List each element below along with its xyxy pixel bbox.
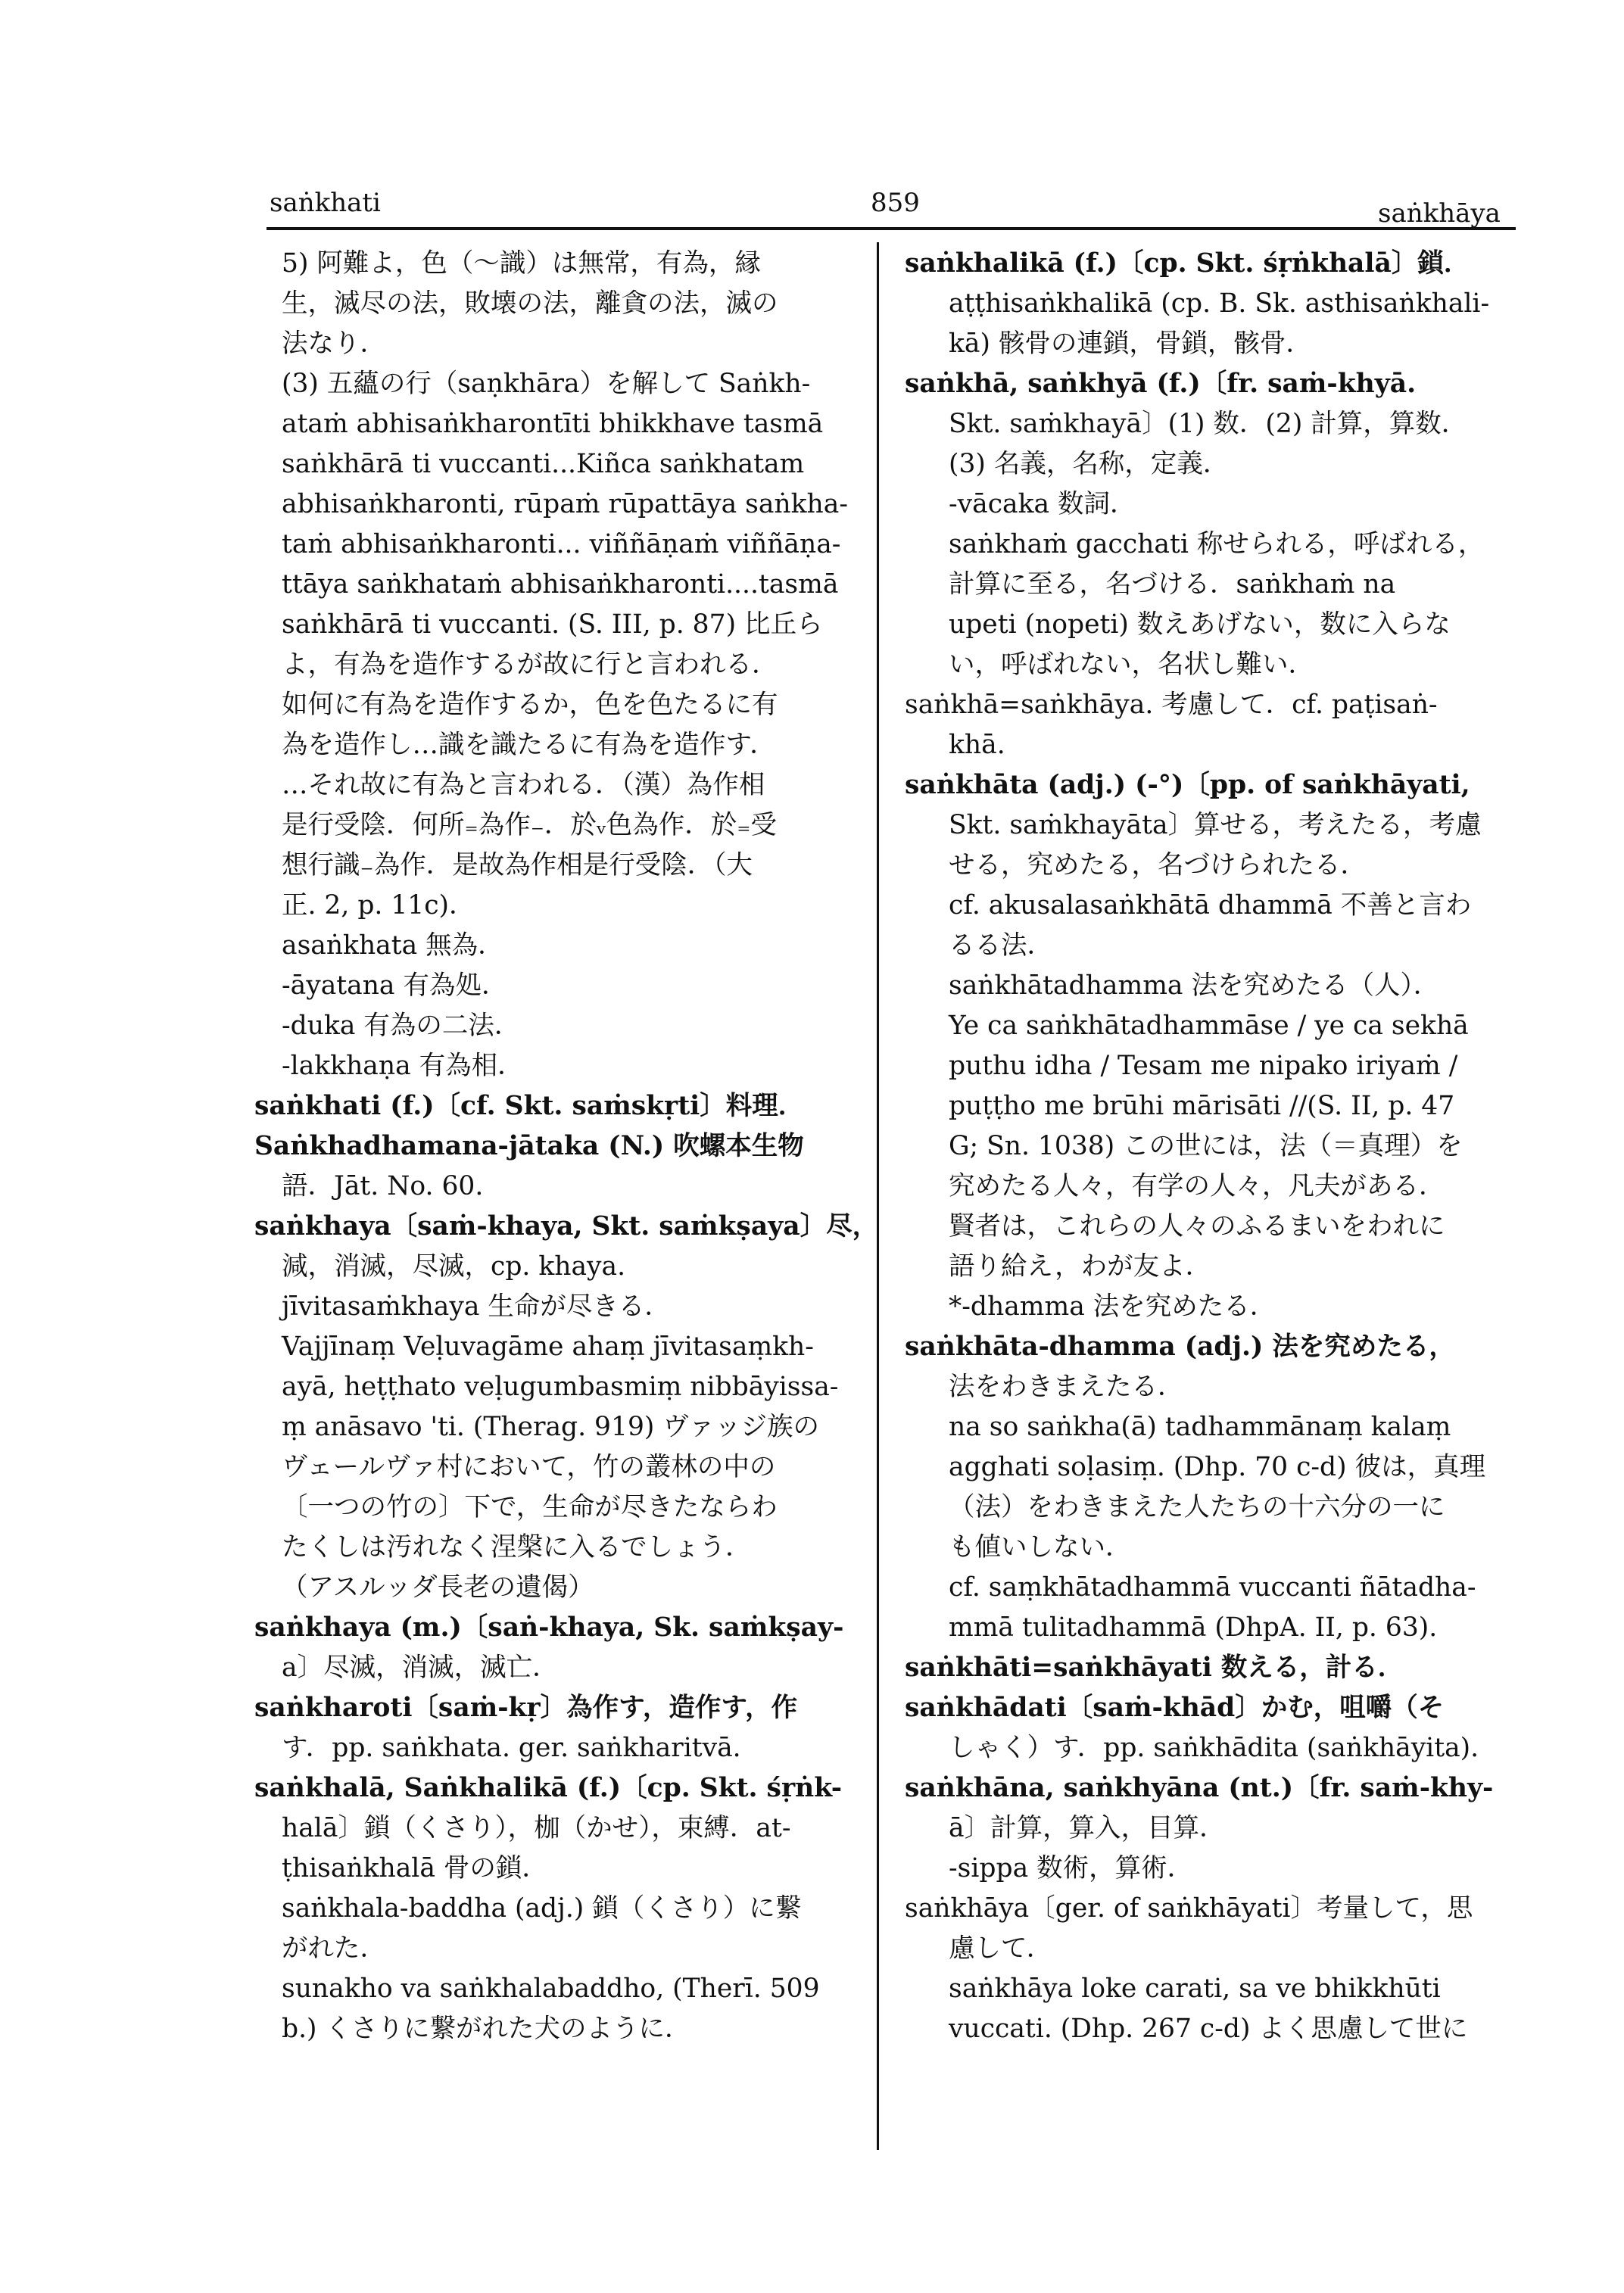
- entry-text-line: （法）をわきまえた人たちの十六分の一に: [949, 1492, 1445, 1522]
- entry-text-line: 語．Jāt. No. 60.: [282, 1171, 484, 1201]
- entry-text-line: saṅkhārā ti vuccanti. (S. III, p. 87) 比丘ら: [282, 609, 823, 640]
- entry-text-line: saṅkhātadhamma 法を究めたる（人）．: [949, 970, 1440, 1001]
- entry-text-line: saṅkhaṁ gacchati 称せられる，呼ばれる，: [949, 529, 1485, 559]
- entry-text-line: 法なり．: [282, 329, 386, 359]
- entry-headword-line: saṅkhaya〔saṁ-khaya, Skt. saṁkṣaya〕尽，: [254, 1211, 879, 1242]
- entry-text-line: taṁ abhisaṅkharonti... viññāṇaṁ viññāṇa-: [282, 529, 841, 559]
- entry-text-line: 是行受陰．何所₌為作₋．於ᵥ色為作．於₌受: [282, 810, 777, 840]
- entry-text-line: sunakho va saṅkhalabaddho, (Therī. 509: [282, 1974, 820, 2004]
- entry-headword-line: saṅkhaya (m.)〔saṅ-khaya, Sk. saṁkṣay-: [254, 1612, 844, 1643]
- entry-text-line: jīvitasaṁkhaya 生命が尽きる．: [282, 1291, 671, 1322]
- entry-text-line: ṃ anāsavo 'ti. (Therag. 919) ヴァッジ族の: [282, 1412, 819, 1442]
- entry-text-line: na so saṅkha(ā) tadhammānaṃ kalaṃ: [949, 1412, 1451, 1442]
- entry-text-line: puṭṭho me brūhi mārisāti //(S. II, p. 47: [949, 1091, 1455, 1121]
- entry-text-line: asaṅkhata 無為．: [282, 930, 504, 961]
- entry-text-line: 為を造作し…識を識たるに有為を造作す．: [282, 730, 776, 760]
- entry-text-line: cf. akusalasaṅkhātā dhammā 不善と言わ: [949, 890, 1472, 921]
- entry-headword-line: saṅkhalikā (f.)〔cp. Skt. śṛṅkhalā〕鎖．: [905, 248, 1470, 279]
- entry-text-line: saṅkhārā ti vuccanti...Kiñca saṅkhatam: [282, 449, 805, 479]
- entry-text-line: 賢者は，これらの人々のふるまいをわれに: [949, 1211, 1445, 1242]
- running-head-left: saṅkhati: [270, 188, 381, 218]
- header-rule: [267, 227, 1516, 230]
- entry-text-line: せる，究めたる，名づけられたる．: [949, 850, 1367, 880]
- entry-text-line: saṅkhāya loke carati, sa ve bhikkhūti: [949, 1974, 1441, 2004]
- entry-text-line: -duka 有為の二法．: [282, 1011, 521, 1041]
- entry-text-line: khā.: [949, 730, 1005, 760]
- entry-text-line: kā) 骸骨の連鎖，骨鎖，骸骨．: [949, 329, 1312, 359]
- entry-text-line: しゃく）す．pp. saṅkhādita (saṅkhāyita).: [949, 1733, 1479, 1763]
- entry-text-line: Skt. saṁkhayāta〕算せる，考えたる，考慮: [949, 810, 1482, 840]
- entry-text-line: …それ故に有為と言われる．（漢）為作相: [282, 770, 765, 800]
- entry-text-line: G; Sn. 1038) この世には，法（＝真理）を: [949, 1131, 1463, 1161]
- entry-headword-line: Saṅkhadhamana-jātaka (N.) 吹螺本生物: [254, 1131, 804, 1161]
- entry-headword-line: saṅkhāti=saṅkhāyati 数える，計る．: [905, 1653, 1404, 1683]
- entry-headword-line: saṅkhāta (adj.) (-°)〔pp. of saṅkhāyati,: [905, 770, 1470, 800]
- entry-text-line: （アスルッダ長老の遺偈）: [282, 1572, 594, 1603]
- entry-text-line: 正. 2, p. 11c)．: [282, 890, 475, 921]
- entry-text-line: aṭṭhisaṅkhalikā (cp. B. Sk. asthisaṅkhali-: [949, 288, 1490, 319]
- running-head-right: saṅkhāya: [1378, 198, 1501, 229]
- entry-text-line: がれた．: [282, 1933, 386, 1964]
- entry-text-line: vuccati. (Dhp. 267 c-d) よく思慮して世に: [949, 2014, 1468, 2044]
- entry-text-line: 慮して．: [949, 1933, 1053, 1964]
- entry-text-line: も値いしない．: [949, 1532, 1132, 1562]
- entry-headword-line: saṅkhāna, saṅkhyāna (nt.)〔fr. saṁ-khy-: [905, 1773, 1494, 1803]
- entry-text-line: 如何に有為を造作するか，色を色たるに有: [282, 690, 778, 720]
- entry-text-line: upeti (nopeti) 数えあげない，数に入らな: [949, 609, 1451, 640]
- entry-text-line: 計算に至る，名づける．saṅkhaṁ na: [949, 569, 1396, 600]
- entry-headword-line: saṅkhalā, Saṅkhalikā (f.)〔cp. Skt. śṛṅk-: [254, 1773, 843, 1803]
- entry-text-line: よ，有為を造作するが故に行と言われる．: [282, 650, 778, 680]
- entry-text-line: saṅkhala-baddha (adj.) 鎖（くさり）に繋: [282, 1893, 802, 1924]
- entry-text-line: Ye ca saṅkhātadhammāse / ye ca sekhā: [949, 1011, 1469, 1041]
- entry-text-line: (3) 名義，名称，定義．: [949, 449, 1230, 479]
- entry-text-line: 5) 阿難よ，色（〜識）は無常，有為，縁: [282, 248, 761, 279]
- entry-text-line: abhisaṅkharonti, rūpaṁ rūpattāya saṅkha-: [282, 489, 848, 519]
- entry-text-line: -vācaka 数詞．: [949, 489, 1136, 519]
- entry-text-line: ṭhisaṅkhalā 骨の鎖．: [282, 1853, 548, 1883]
- entry-text-line: *-dhamma 法を究めたる．: [949, 1291, 1276, 1322]
- page-number: 859: [871, 188, 920, 218]
- entry-text-line: 法をわきまえたる．: [949, 1372, 1184, 1402]
- entry-text-line: -lakkhaṇa 有為相．: [282, 1051, 524, 1081]
- entry-text-line: (3) 五蘊の行（saṇkhāra）を解して Saṅkh-: [282, 369, 811, 399]
- entry-text-line: Skt. saṁkhayā〕(1) 数．(2) 計算，算数．: [949, 409, 1468, 439]
- entry-headword-line: saṅkhati (f.)〔cf. Skt. saṁskṛti〕料理．: [254, 1091, 805, 1121]
- entry-text-line: Vajjīnaṃ Veḷuvagāme ahaṃ jīvitasaṃkh-: [282, 1332, 814, 1362]
- entry-text-line: たくしは汚れなく涅槃に入るでしょう．: [282, 1532, 752, 1562]
- entry-text-line: -āyatana 有為処．: [282, 970, 508, 1001]
- entry-headword-line: saṅkharoti〔saṁ-kṛ〕為作す，造作す，作: [254, 1693, 798, 1723]
- entry-text-line: 究めたる人々，有学の人々，凡夫がある．: [949, 1171, 1445, 1201]
- entry-text-line: ā〕計算，算入，目算．: [949, 1813, 1226, 1843]
- entry-text-line: saṅkhāya〔ger. of saṅkhāyati〕考量して，思: [905, 1893, 1473, 1924]
- entry-text-line: 語り給え，わが友よ．: [949, 1251, 1212, 1282]
- entry-headword-line: saṅkhā, saṅkhyā (f.)〔fr. saṁ-khyā.: [905, 369, 1417, 399]
- right-column: [905, 244, 1526, 2049]
- entry-text-line: puthu idha / Tesam me nipako iriyaṁ /: [949, 1051, 1458, 1081]
- entry-text-line: 想行識₋為作．是故為作相是行受陰．（大: [282, 850, 753, 880]
- entry-text-line: b.) くさりに繋がれた犬のように．: [282, 2014, 691, 2044]
- entry-text-line: ttāya saṅkhataṁ abhisaṅkharonti....tasmā: [282, 569, 839, 600]
- entry-text-line: す．pp. saṅkhata. ger. saṅkharitvā.: [282, 1733, 741, 1763]
- entry-text-line: るる法．: [949, 930, 1053, 961]
- column-divider: [877, 242, 879, 2150]
- left-column: [254, 244, 879, 2049]
- entry-text-line: 生，滅尽の法，敗壊の法，離貪の法，滅の: [282, 288, 778, 319]
- entry-text-line: halā〕鎖（くさり），枷（かせ），束縛．at-: [282, 1813, 791, 1843]
- entry-text-line: 減，消滅，尽滅，cp. khaya.: [282, 1251, 626, 1282]
- entry-text-line: い，呼ばれない，名状し難い．: [949, 650, 1314, 680]
- entry-headword-line: saṅkhādati〔saṁ-khād〕かむ，咀嚼（そ: [905, 1693, 1445, 1723]
- entry-text-line: 〔一つの竹の〕下で，生命が尽きたならわ: [282, 1492, 778, 1522]
- entry-text-line: a〕尽滅，消滅，滅亡．: [282, 1653, 559, 1683]
- entry-headword-line: saṅkhāta-dhamma (adj.) 法を究めたる，: [905, 1332, 1455, 1362]
- entry-text-line: -sippa 数術，算術．: [949, 1853, 1194, 1883]
- entry-text-line: ayā, heṭṭhato veḷugumbasmiṃ nibbāyissa-: [282, 1372, 839, 1402]
- entry-text-line: mmā tulitadhammā (DhpA. II, p. 63).: [949, 1612, 1438, 1643]
- entry-text-line: saṅkhā=saṅkhāya. 考慮して．cf. paṭisaṅ-: [905, 690, 1438, 720]
- entry-text-line: ヴェールヴァ村において，竹の叢林の中の: [282, 1452, 776, 1482]
- entry-text-line: ataṁ abhisaṅkharontīti bhikkhave tasmā: [282, 409, 824, 439]
- entry-text-line: cf. saṃkhātadhammā vuccanti ñātadha-: [949, 1572, 1476, 1603]
- entry-text-line: agghati soḷasiṃ. (Dhp. 70 c-d) 彼は，真理: [949, 1452, 1486, 1482]
